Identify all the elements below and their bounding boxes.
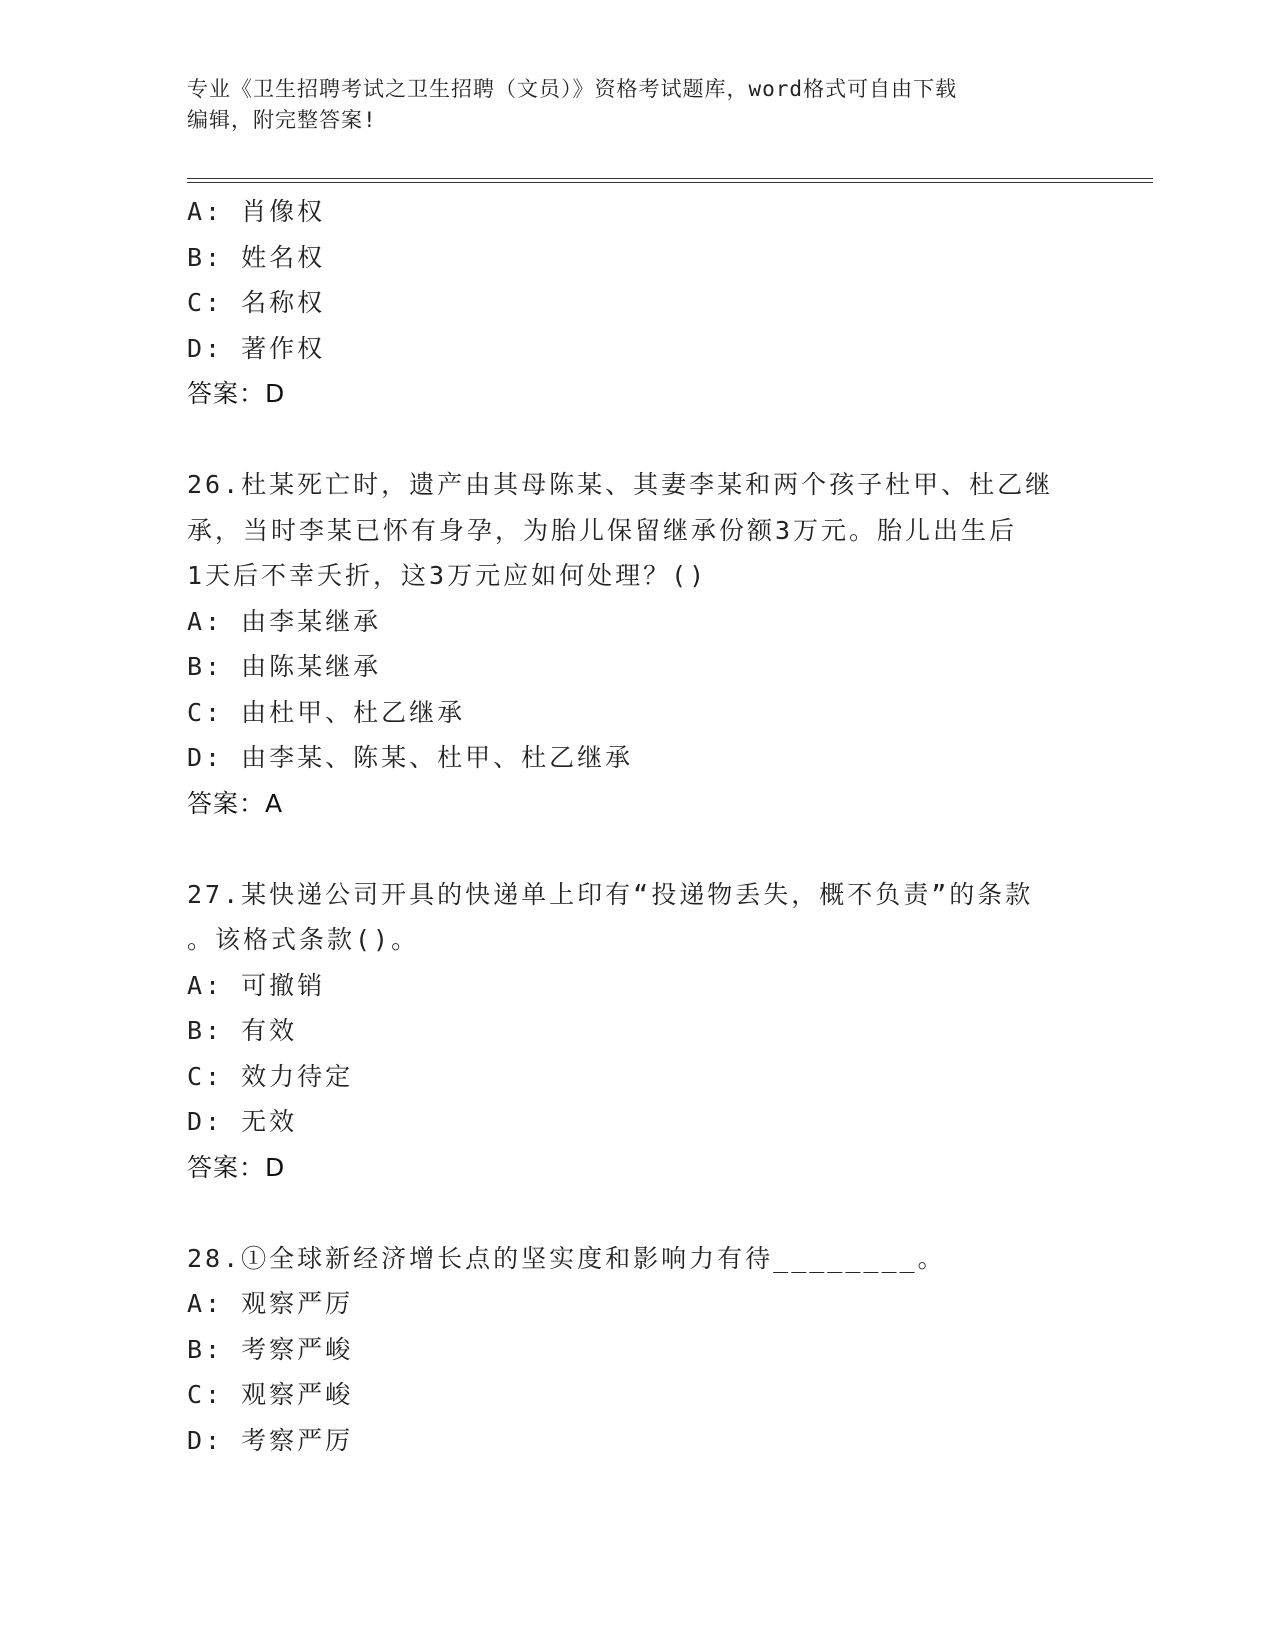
option-a: A: 肖像权: [187, 197, 326, 226]
option-d: D: 著作权: [187, 333, 326, 363]
header-line-2: 编辑，附完整答案!: [187, 108, 377, 132]
question-27: [187, 872, 1087, 1191]
question-26: [187, 462, 1087, 826]
answer-line: 答案：D: [187, 379, 286, 408]
question-stem-line: 承，当时李某已怀有身孕，为胎儿保留继承份额3万元。胎儿出生后: [187, 515, 1018, 545]
option-b: B: 有效: [187, 1016, 298, 1045]
answer-line: 答案：A: [187, 788, 284, 818]
question-stem-line: 。该格式条款()。: [187, 925, 420, 954]
spacer: [187, 1190, 1087, 1236]
answer-line: 答案：D: [187, 1152, 286, 1182]
option-c: C: 观察严峻: [187, 1380, 354, 1409]
option-c: C: 由杜甲、杜乙继承: [187, 697, 466, 727]
option-a: A: 由李某继承: [187, 606, 382, 636]
option-c: C: 名称权: [187, 288, 326, 317]
header-divider-top: [187, 178, 1153, 179]
option-d: D: 考察严厉: [187, 1425, 354, 1455]
document-header: [187, 74, 1087, 136]
option-b: B: 姓名权: [187, 242, 326, 272]
option-d: D: 由李某、陈某、杜甲、杜乙继承: [187, 743, 634, 772]
header-line-1: 专业《卫生招聘考试之卫生招聘（文员）》资格考试题库，word格式可自由下载: [187, 77, 958, 101]
option-a: A: 可撤销: [187, 970, 326, 1000]
question-content: [187, 189, 1087, 1463]
question-28: [187, 1236, 1087, 1464]
option-d: D: 无效: [187, 1107, 298, 1136]
question-stem-line: 1天后不幸夭折，这3万元应如何处理？(): [187, 561, 708, 590]
header-divider-bottom: [187, 182, 1153, 183]
question-stem-line: 26.杜某死亡时，遗产由其母陈某、其妻李某和两个孩子杜甲、杜乙继: [187, 470, 1054, 499]
spacer: [187, 417, 1087, 463]
option-a: A: 观察严厉: [187, 1289, 354, 1318]
question-stem-line: 27.某快递公司开具的快递单上印有“投递物丢失，概不负责”的条款: [187, 879, 1034, 909]
option-c: C: 效力待定: [187, 1061, 354, 1091]
question-stem-line: 28.①全球新经济增长点的坚实度和影响力有待________。: [187, 1243, 946, 1273]
question-25-continued: [187, 189, 1087, 417]
option-b: B: 考察严峻: [187, 1334, 354, 1364]
option-b: B: 由陈某继承: [187, 652, 382, 681]
spacer: [187, 826, 1087, 872]
